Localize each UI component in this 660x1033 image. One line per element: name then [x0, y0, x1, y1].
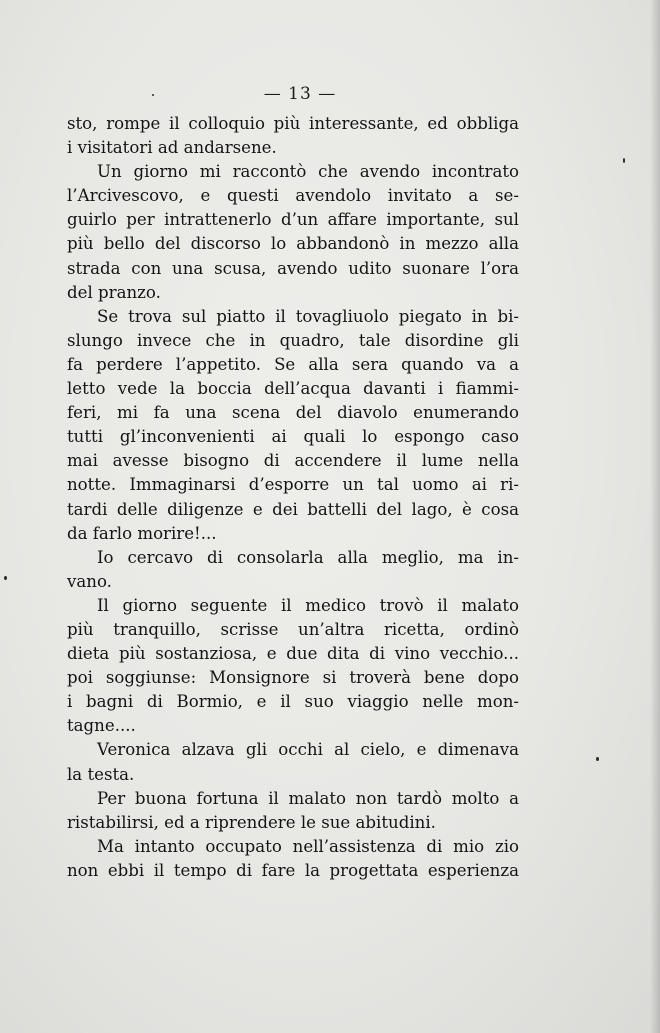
text-line: Ma intanto occupato nell’assistenza di mio zio: [97, 836, 519, 856]
text-line: Per buona fortuna il malato non tardò molto a: [97, 788, 519, 808]
text-line: l’Arcivescovo, e questi avendolo invitato a se-: [67, 186, 519, 206]
text-line: la testa.: [67, 764, 135, 784]
ink-speck: [623, 158, 625, 163]
text-line: notte. Immaginarsi d’esporre un tal uomo ai ri-: [67, 475, 519, 495]
page-number: — 13 —: [263, 84, 337, 104]
text-line: da farlo morire!...: [67, 523, 217, 543]
text-line: fa perdere l’appetito. Se alla sera quando va a: [67, 354, 519, 374]
text-line: tagne....: [67, 716, 136, 736]
text-line: guirlo per intrattenerlo d’un affare importante, sul: [67, 210, 519, 230]
page-edge-shadow: [650, 0, 660, 1033]
text-line: sto, rompe il colloquio più interessante, ed obbliga: [67, 114, 519, 133]
text-line: i visitatori ad andarsene.: [67, 138, 277, 158]
text-line: Io cercavo di consolarla alla meglio, ma in-: [97, 547, 519, 567]
ink-speck: [152, 94, 154, 96]
text-line: del pranzo.: [67, 282, 161, 302]
text-line: dieta più sostanziosa, e due dita di vino vecchio...: [67, 644, 519, 664]
text-line: tardi delle diligenze e dei battelli del lago, è cosa: [67, 499, 519, 519]
text-line: Il giorno seguente il medico trovò il malato: [97, 595, 519, 615]
text-line: Veronica alzava gli occhi al cielo, e dimenava: [97, 740, 519, 760]
text-line: strada con una scusa, avendo udito suonare l’ora: [67, 258, 519, 278]
text-line: non ebbi il tempo di fare la progettata esperienza: [67, 860, 519, 880]
text-line: slungo invece che in quadro, tale disordine gli: [67, 330, 519, 350]
text-line: letto vede la boccia dell’acqua davanti i fiammi-: [67, 379, 519, 399]
body-text: [67, 112, 519, 883]
text-line: i bagni di Bormio, e il suo viaggio nelle mon-: [67, 692, 519, 712]
text-line: ristabilirsi, ed a riprendere le sue abitudini.: [67, 812, 436, 832]
text-line: mai avesse bisogno di accendere il lume nella: [67, 451, 519, 471]
text-line: poi soggiunse: Monsignore si troverà bene dopo: [67, 668, 519, 688]
text-line: più tranquillo, scrisse un’altra ricetta, ordinò: [67, 619, 519, 639]
text-line: vano.: [67, 571, 112, 591]
text-line: Se trova sul piatto il tovagliuolo piegato in bi-: [97, 306, 519, 326]
ink-speck: [4, 576, 7, 580]
text-line: più bello del discorso lo abbandonò in mezzo alla: [67, 234, 519, 254]
text-line: feri, mi fa una scena del diavolo enumerando: [67, 403, 519, 423]
text-line: Un giorno mi raccontò che avendo incontrato: [97, 162, 519, 182]
text-line: tutti gl’inconvenienti ai quali lo espongo caso: [67, 427, 519, 447]
ink-speck: [596, 757, 599, 761]
